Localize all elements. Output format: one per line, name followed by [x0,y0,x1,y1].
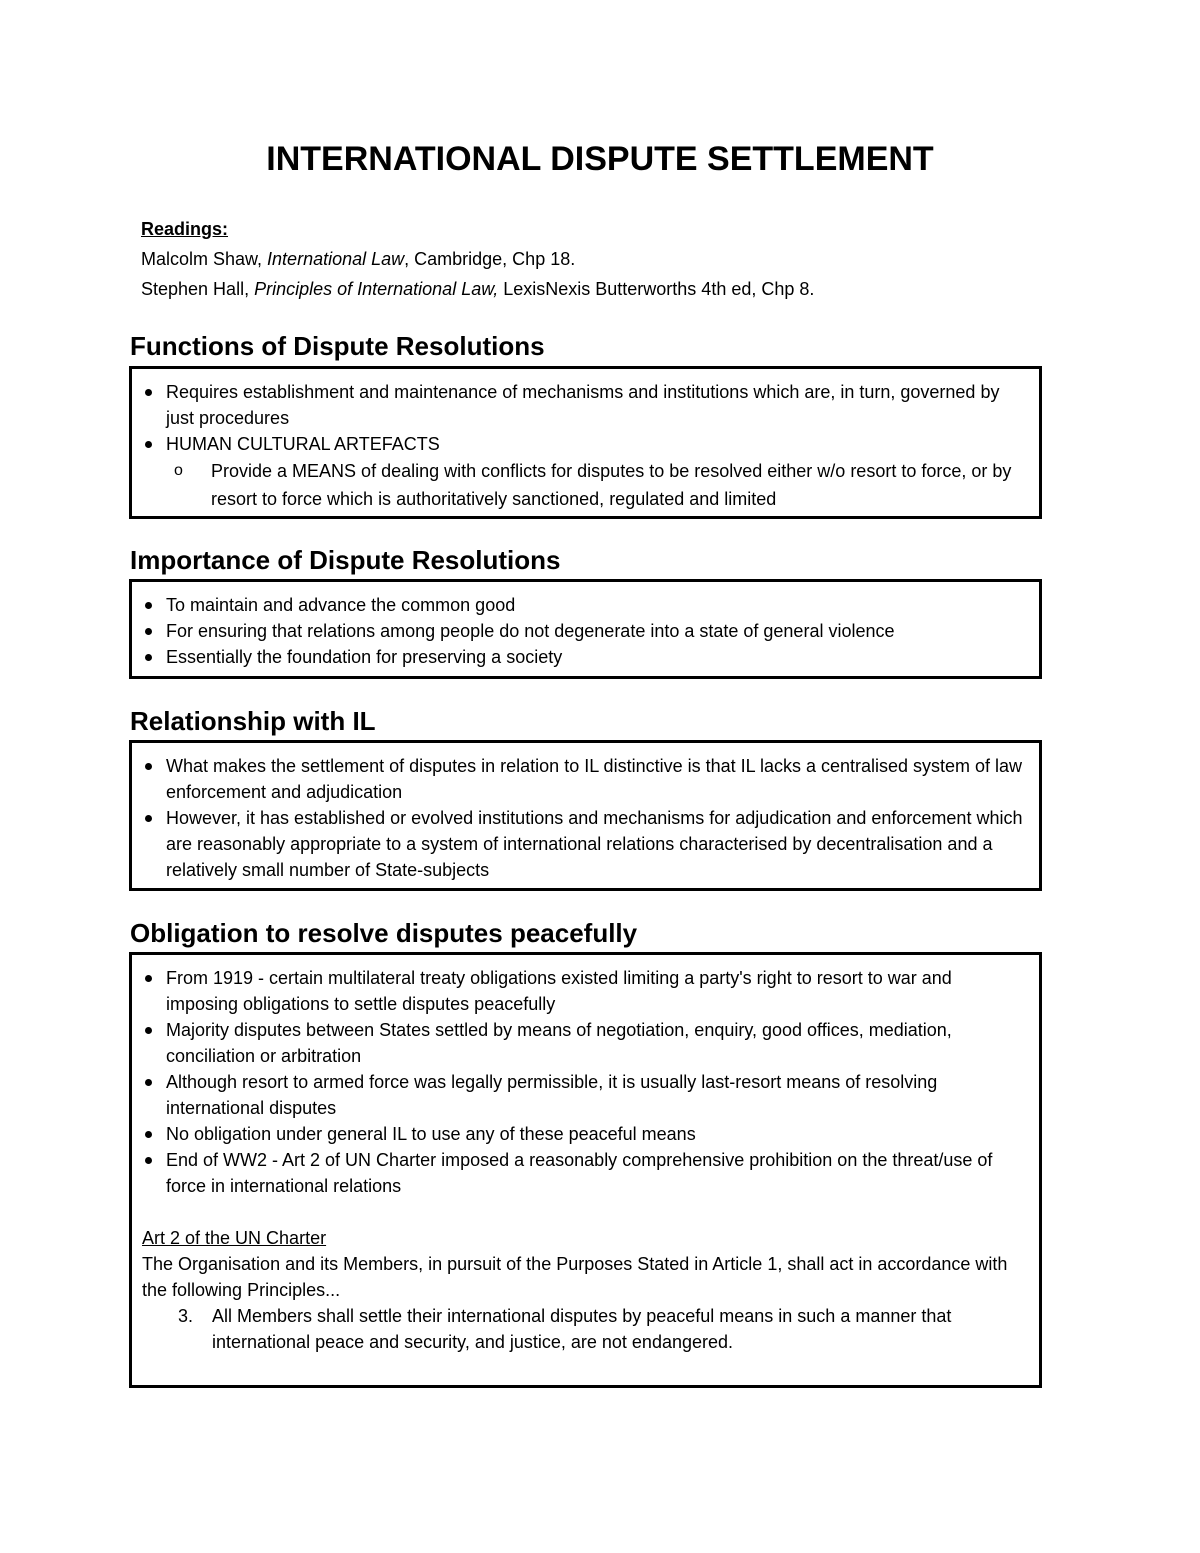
bullet-item: For ensuring that relations among people do not degenerate into a state of general violence [142,618,1027,644]
bullet-list [142,753,1027,883]
bullet-item: What makes the settlement of disputes in relation to IL distinctive is that IL lacks a centralised system of law enforcement and adjudication [142,753,1027,805]
bullet-item: Although resort to armed force was legally permissible, it is usually last-resort means of resolving international disputes [142,1069,1027,1121]
section-box-functions [129,366,1042,519]
numbered-item [142,1303,1027,1355]
sub-bullet-list [166,457,1027,513]
bullet-list [142,379,1027,513]
bullet-item: From 1919 - certain multilateral treaty obligations existed limiting a party's right to resort to war and imposing obligations to settle disputes peacefully [142,965,1027,1017]
bullet-item: Essentially the foundation for preserving a society [142,644,1027,670]
bullet-item: However, it has established or evolved institutions and mechanisms for adjudication and enforcement which are reasonably appropriate to a system of international relations characterised by decentralisation and a relatively small number of State-subjects [142,805,1027,883]
numbered-list [142,1303,1027,1355]
numbered-item-number: 3. [178,1306,194,1326]
sub-bullet-item: o Provide a MEANS of dealing with conflicts for disputes to be resolved either w/o resort to force, or by resort to force which is authoritatively sanctioned, regulated and limited [166,457,1027,513]
bullet-item: Requires establishment and maintenance of mechanisms and institutions which are, in turn, governed by just procedures [142,379,1027,431]
charter-excerpt [142,1225,1027,1355]
reading-item [141,274,814,304]
reading-work: Principles of International Law, [254,279,499,299]
reading-author: Stephen Hall, [141,279,255,299]
charter-excerpt-title: Art 2 of the UN Charter [142,1228,327,1248]
section-box-importance [129,579,1042,679]
readings-label: Readings: [141,219,229,239]
bullet-item: To maintain and advance the common good [142,592,1027,618]
reading-work: International Law [267,249,405,269]
reading-item [141,244,814,274]
page-title: INTERNATIONAL DISPUTE SETTLEMENT [266,140,934,178]
bullet-item: No obligation under general IL to use any of these peaceful means [142,1121,1027,1147]
bullet-list [142,965,1027,1199]
reading-author: Malcolm Shaw, [141,249,268,269]
bullet-list [142,592,1027,670]
readings-block [141,214,814,304]
section-box-relationship [129,740,1042,891]
bullet-item: End of WW2 - Art 2 of UN Charter imposed a reasonably comprehensive prohibition on the threat/use of force in international relations [142,1147,1027,1199]
section-heading-importance: Importance of Dispute Resolutions [130,545,561,575]
reading-details: , Cambridge, Chp 18. [404,249,576,269]
bullet-item-text: HUMAN CULTURAL ARTEFACTS [166,434,440,454]
section-heading-relationship: Relationship with IL [130,706,376,736]
section-heading-obligation: Obligation to resolve disputes peacefully [130,918,638,948]
section-box-obligation [129,952,1042,1388]
bullet-item: Majority disputes between States settled by means of negotiation, enquiry, good offices, mediation, conciliation or arbitration [142,1017,1027,1069]
section-heading-functions: Functions of Dispute Resolutions [130,331,545,361]
charter-excerpt-text: The Organisation and its Members, in pursuit of the Purposes Stated in Article 1, shall act in accordance with the following Principles... [142,1254,1008,1300]
numbered-item-text: All Members shall settle their international disputes by peaceful means in such a manner that international peace and security, and justice, are not endangered. [212,1306,952,1352]
reading-details: LexisNexis Butterworths 4th ed, Chp 8. [498,279,815,299]
bullet-item [142,431,1027,513]
